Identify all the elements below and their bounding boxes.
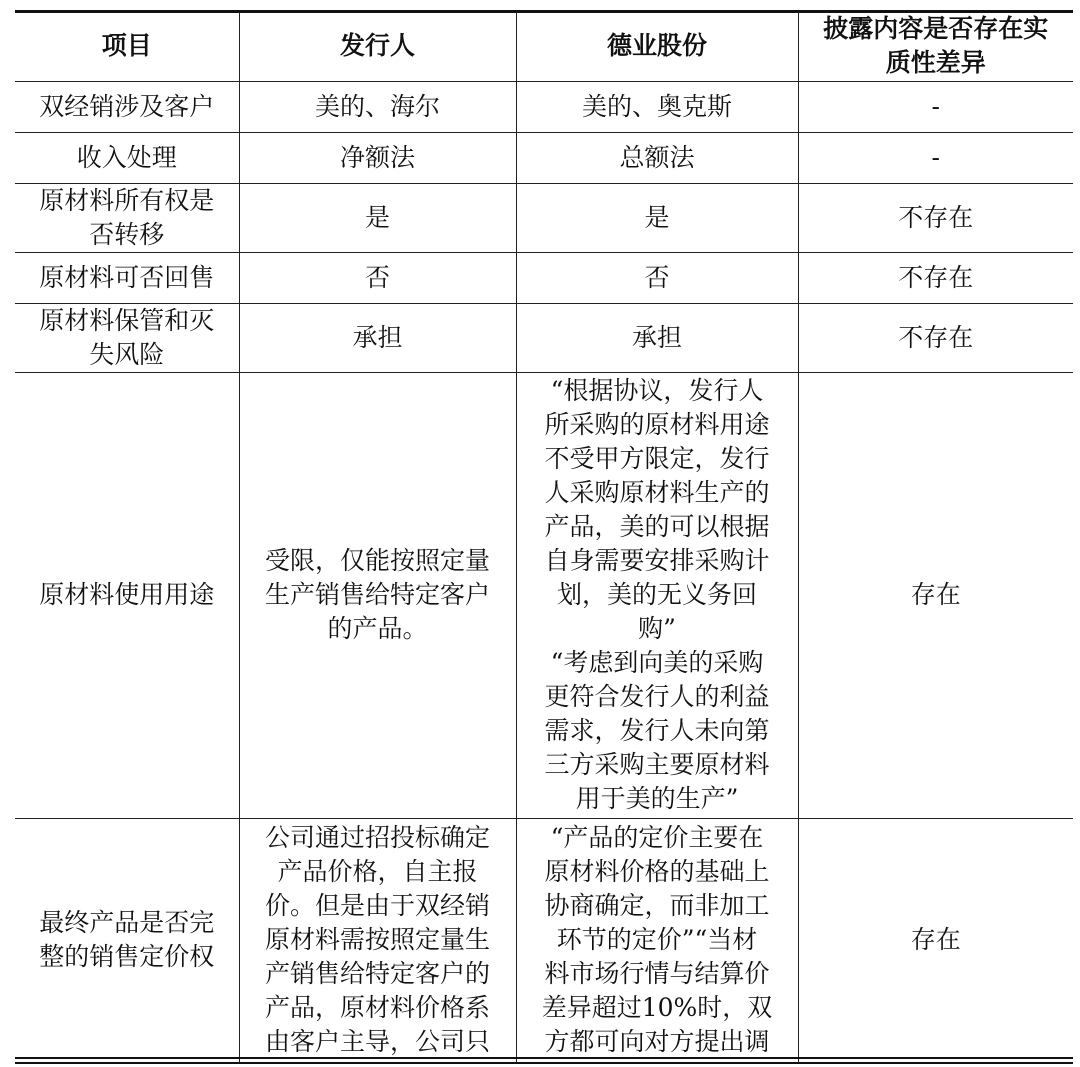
cell-text-line: 否 [364,262,390,292]
row-item-cell [15,81,239,132]
cell-text-line: 否 [644,262,670,292]
cell-text-line: 用于美的生产” [575,784,739,813]
cell-text-line: 不受甲方限定，发行 [544,444,770,473]
table-row [15,183,1073,252]
row-difference-cell [798,303,1073,372]
cell-text-line: “产品的定价主要在 [550,822,764,852]
cell-text-line: 存在 [910,580,961,609]
cell-text-line: 总额法 [619,142,695,172]
cell-text-line: 需求，发行人未向第 [544,716,770,745]
cell-text-line: 受限，仅能按照定量 [264,546,490,575]
cell-text-line: “根据协议，发行人 [550,376,764,405]
table-row [15,303,1073,372]
table-header-row [15,12,1073,81]
cell-text-line: 原材料保管和灭 [39,305,215,335]
cell-text-line: 不存在 [898,202,974,232]
row-item-cell [15,818,239,1062]
header-difference-line: 质性差异 [885,48,986,78]
row-issuer-cell [239,252,516,303]
row-difference-cell [798,818,1073,1062]
cell-text-line: 产品，美的可以根据 [544,512,770,541]
row-difference-cell [798,183,1073,252]
cell-text-line: 原材料所有权是 [39,185,215,215]
row-deye-cell [516,81,798,132]
cell-text-line: 方都可向对方提出调 [544,1026,770,1056]
cell-text-line: 是 [644,202,670,232]
cell-text-line: 承担 [352,322,403,352]
cell-text-line: 人采购原材料生产的 [544,478,770,507]
cell-text-line: 美的、海尔 [314,91,440,121]
table-row [15,372,1073,818]
cell-text-line: 划，美的无义务回 [556,580,757,609]
row-deye-cell [516,252,798,303]
row-difference-cell [798,372,1073,818]
cell-text-line: 的产品。 [327,614,428,643]
cell-text-line: “考虑到向美的采购 [550,648,764,677]
cell-text-line: 不存在 [898,262,974,292]
cell-text-line: 是 [364,202,390,232]
row-issuer-cell [239,372,516,818]
header-difference-line: 披露内容是否存在实 [823,14,1049,44]
cell-text-line: - [931,142,940,172]
row-deye-cell [516,132,798,183]
cell-text-line: 存在 [910,925,961,954]
row-issuer-cell [239,81,516,132]
comparison-table [15,12,1073,1063]
cell-text-line: 原材料使用用途 [39,580,215,609]
row-issuer-cell [239,132,516,183]
header-item: 项目 [15,12,239,81]
cell-text-line: 料市场行情与结算价 [544,958,770,988]
cell-text-line: 原材料可否回售 [39,262,215,292]
header-issuer: 发行人 [239,12,516,81]
row-item-cell [15,252,239,303]
row-issuer-cell [239,303,516,372]
cell-text-line: 产品价格，自主报 [277,856,478,886]
cell-text-line: 净额法 [339,142,415,172]
row-difference-cell [798,132,1073,183]
cell-text-line: 产品，原材料价格系 [264,992,490,1022]
cell-text-line: 公司通过招投标确定 [264,822,490,852]
cell-text-line: 自身需要安排采购计 [544,546,770,575]
cell-text-line: 双经销涉及客户 [39,91,215,121]
row-deye-cell [516,183,798,252]
row-item-cell [15,303,239,372]
cell-text-line: 所采购的原材料用途 [544,410,770,439]
table-bottom-rule [15,1057,1073,1059]
row-issuer-cell [239,818,516,1062]
cell-text-line: 原材料需按照定量生 [264,924,490,954]
cell-text-line: 收入处理 [76,142,177,172]
header-deye: 德业股份 [516,12,798,81]
cell-text-line: 生产销售给特定客户 [264,580,490,609]
row-difference-cell [798,252,1073,303]
cell-text-line: 原材料价格的基础上 [544,856,770,886]
document-page [15,0,1073,1067]
cell-text-line: 失风险 [89,339,165,369]
row-deye-cell [516,303,798,372]
cell-text-line: 整的销售定价权 [39,942,215,971]
cell-text-line: 不存在 [898,322,974,352]
table-row [15,132,1073,183]
cell-text-line: 由客户主导，公司只 [264,1026,490,1056]
cell-text-line: 产销售给特定客户的 [264,958,490,988]
table-row [15,252,1073,303]
row-difference-cell [798,81,1073,132]
table-row [15,81,1073,132]
table-bottom-rule [15,1062,1073,1064]
row-issuer-cell [239,183,516,252]
cell-text-line: 协商确定，而非加工 [544,890,770,920]
row-item-cell [15,132,239,183]
cell-text-line: 最终产品是否完 [39,908,215,937]
table-row [15,818,1073,1062]
cell-text-line: 更符合发行人的利益 [544,682,770,711]
cell-text-line: 三方采购主要原材料 [544,750,770,779]
cell-text-line: 购” [638,614,676,643]
row-item-cell [15,372,239,818]
cell-text-line: 价。但是由于双经销 [264,890,490,920]
row-deye-cell [516,818,798,1062]
cell-text-line: 否转移 [89,219,165,249]
cell-text-line: - [931,91,940,121]
cell-text-line: 环节的定价”“当材 [556,924,758,954]
header-difference [798,12,1073,81]
row-item-cell [15,183,239,252]
cell-text-line: 差异超过10%时，双 [541,992,773,1022]
cell-text-line: 承担 [631,322,682,352]
cell-text-line: 美的、奥克斯 [581,91,732,121]
row-deye-cell [516,372,798,818]
